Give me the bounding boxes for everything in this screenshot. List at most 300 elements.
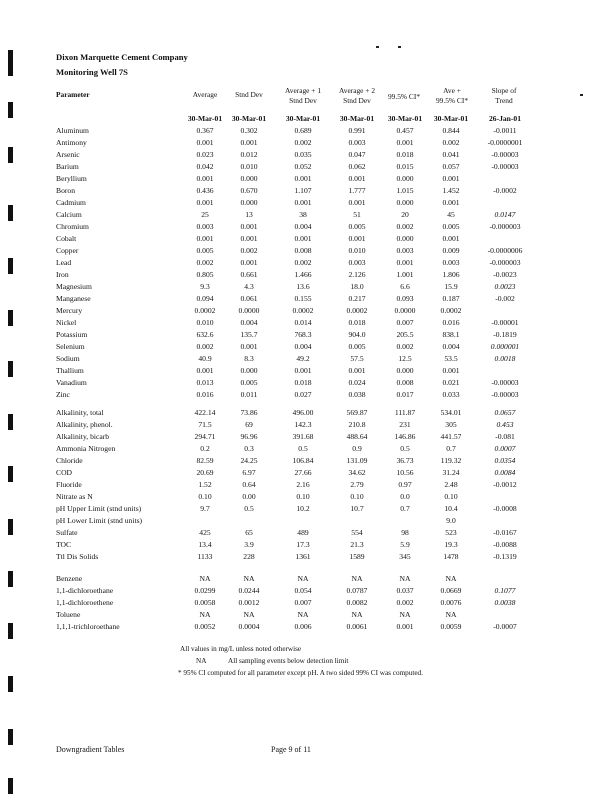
table-cell: 0.000 <box>240 366 258 375</box>
table-cell: 0.844 <box>442 126 460 135</box>
table-cell: 0.017 <box>396 390 414 399</box>
table-cell: 0.187 <box>442 294 460 303</box>
table-cell: 34.62 <box>348 468 366 477</box>
scan-speck <box>580 94 583 96</box>
table-cell: -0.0007 <box>493 622 517 631</box>
table-cell: 0.023 <box>196 150 214 159</box>
table-cell: NA <box>243 574 255 583</box>
table-cell: 422.14 <box>194 408 216 417</box>
na-note: All sampling events below detection limit <box>228 657 349 665</box>
table-cell: 391.68 <box>292 432 314 441</box>
binder-mark <box>8 361 13 377</box>
col-header-stnd-dev <box>224 90 274 100</box>
table-cell: 15.9 <box>444 282 458 291</box>
well-name: Monitoring Well 7S <box>56 67 128 77</box>
table-cell: 0.033 <box>442 390 460 399</box>
parameter-name: Fluoride <box>56 480 82 489</box>
parameter-name: COD <box>56 468 73 477</box>
parameter-name: Sulfate <box>56 528 78 537</box>
table-cell: 0.001 <box>196 198 214 207</box>
table-cell: 1.777 <box>348 186 366 195</box>
table-cell: 0.0007 <box>494 444 516 453</box>
table-cell: 838.1 <box>442 330 460 339</box>
table-cell: 0.005 <box>348 222 366 231</box>
date-ave-plus-ci: 30-Mar-01 <box>433 114 469 123</box>
table-cell: 0.0244 <box>238 586 260 595</box>
table-cell: NA <box>351 610 363 619</box>
scan-speck <box>376 46 379 48</box>
col-header-slope <box>476 86 532 106</box>
parameter-name: 1,1-dichloroethane <box>56 586 114 595</box>
table-cell: 0.001 <box>396 622 414 631</box>
table-cell: 0.002 <box>294 258 312 267</box>
table-cell: 0.10 <box>198 492 212 501</box>
table-cell: 0.024 <box>348 378 366 387</box>
table-cell: 51 <box>353 210 361 219</box>
table-cell: -0.00003 <box>491 378 519 387</box>
table-cell: 0.035 <box>294 150 312 159</box>
table-cell: 0.0000 <box>238 306 260 315</box>
table-cell: 0.004 <box>294 342 312 351</box>
table-cell: 0.0012 <box>238 598 260 607</box>
table-cell: 554 <box>351 528 363 537</box>
table-cell: 0.007 <box>294 598 312 607</box>
table-cell: NA <box>351 574 363 583</box>
table-cell: 0.000 <box>240 174 258 183</box>
table-cell: 0.10 <box>296 492 310 501</box>
table-cell: 0.001 <box>348 234 366 243</box>
parameter-name: Copper <box>56 246 79 255</box>
table-cell: 73.86 <box>240 408 258 417</box>
table-cell: 231 <box>399 420 411 429</box>
table-cell: 0.302 <box>240 126 258 135</box>
table-cell: 0.0052 <box>194 622 216 631</box>
parameter-name: Aluminum <box>56 126 89 135</box>
table-cell: 0.038 <box>348 390 366 399</box>
parameter-name: Potassium <box>56 330 88 339</box>
table-cell: 441.57 <box>440 432 462 441</box>
table-cell: 0.00 <box>242 492 256 501</box>
table-cell: 10.7 <box>350 504 364 513</box>
parameter-name: Barium <box>56 162 79 171</box>
table-cell: 71.5 <box>198 420 212 429</box>
table-cell: 0.000 <box>240 198 258 207</box>
table-cell: 0.001 <box>294 366 312 375</box>
table-cell: 0.9 <box>352 444 362 453</box>
table-cell: -0.0167 <box>493 528 517 537</box>
table-cell: 0.0084 <box>494 468 516 477</box>
table-cell: 0.062 <box>348 162 366 171</box>
table-cell: 2.16 <box>296 480 310 489</box>
table-cell: 18.0 <box>350 282 364 291</box>
table-cell: 2.48 <box>444 480 458 489</box>
table-cell: 345 <box>399 552 411 561</box>
table-cell: 1.001 <box>396 270 414 279</box>
table-cell: 0.037 <box>396 586 414 595</box>
table-cell: 534.01 <box>440 408 462 417</box>
table-cell: 27.66 <box>294 468 312 477</box>
table-cell: 131.09 <box>346 456 368 465</box>
table-cell: 0.805 <box>196 270 214 279</box>
table-cell: 106.84 <box>292 456 314 465</box>
table-cell: 4.3 <box>244 282 254 291</box>
table-cell: 0.670 <box>240 186 258 195</box>
parameter-name: Zinc <box>56 390 70 399</box>
table-cell: 6.6 <box>400 282 410 291</box>
table-cell: 0.0018 <box>494 354 516 363</box>
table-cell: 0.018 <box>294 378 312 387</box>
table-cell: 13.4 <box>198 540 212 549</box>
table-cell: 0.453 <box>496 420 514 429</box>
table-cell: 0.002 <box>240 246 258 255</box>
date-avg-plus-1: 30-Mar-01 <box>285 114 321 123</box>
table-cell: 17.3 <box>296 540 310 549</box>
table-cell: 0.001 <box>196 366 214 375</box>
binder-mark <box>8 205 13 221</box>
parameter-name: Mercury <box>56 306 83 315</box>
table-cell: -0.081 <box>495 432 515 441</box>
table-cell: 12.5 <box>398 354 412 363</box>
parameter-name: pH Upper Limit (stnd units) <box>56 504 142 513</box>
date-stnd-dev: 30-Mar-01 <box>231 114 267 123</box>
table-cell: 119.32 <box>440 456 462 465</box>
table-cell: 36.73 <box>396 456 414 465</box>
units-note: All values in mg/L unless noted otherwise <box>180 645 302 653</box>
na-key: NA <box>196 657 207 665</box>
table-cell: 1.466 <box>294 270 312 279</box>
table-cell: 0.001 <box>294 198 312 207</box>
parameter-name: Nitrate as N <box>56 492 93 501</box>
table-cell: 0.000001 <box>490 342 520 351</box>
table-cell: 205.5 <box>396 330 414 339</box>
table-cell: 0.003 <box>396 246 414 255</box>
table-cell: 8.3 <box>244 354 254 363</box>
table-cell: 0.002 <box>196 342 214 351</box>
table-cell: 0.001 <box>294 174 312 183</box>
col-label: Parameter <box>56 90 90 99</box>
table-cell: 0.002 <box>442 138 460 147</box>
table-cell: 0.0669 <box>440 586 462 595</box>
table-cell: NA <box>297 574 309 583</box>
company-name: Dixon Marquette Cement Company <box>56 52 188 62</box>
table-cell: 0.661 <box>240 270 258 279</box>
table-cell: 0.005 <box>348 342 366 351</box>
table-cell: 0.5 <box>298 444 308 453</box>
table-cell: 65 <box>245 528 253 537</box>
table-cell: 21.3 <box>350 540 364 549</box>
col-header-avg-plus-1 <box>272 86 334 106</box>
parameter-name: Chloride <box>56 456 83 465</box>
table-cell: 0.0002 <box>440 306 462 315</box>
binder-mark <box>8 258 13 274</box>
table-cell: -0.0002 <box>493 186 517 195</box>
table-cell: 9.0 <box>446 516 456 525</box>
table-cell: 0.002 <box>396 222 414 231</box>
binder-mark <box>8 102 13 118</box>
table-cell: 0.5 <box>244 504 254 513</box>
parameter-name: Alkalinity, phenol. <box>56 420 113 429</box>
table-cell: 0.002 <box>196 258 214 267</box>
table-cell: 0.155 <box>294 294 312 303</box>
table-cell: 0.013 <box>196 378 214 387</box>
table-cell: 0.002 <box>396 342 414 351</box>
table-cell: 98 <box>401 528 409 537</box>
table-cell: 0.001 <box>348 198 366 207</box>
parameter-name: Selenium <box>56 342 85 351</box>
binder-mark <box>8 50 13 76</box>
parameter-name: 1,1-dichloroethene <box>56 598 114 607</box>
table-cell: 0.001 <box>442 366 460 375</box>
table-cell: 0.010 <box>196 318 214 327</box>
col-label: Stnd Dev <box>235 90 263 99</box>
table-cell: 0.0657 <box>494 408 516 417</box>
table-cell: -0.1819 <box>493 330 517 339</box>
table-cell: 0.008 <box>396 378 414 387</box>
table-cell: 0.689 <box>294 126 312 135</box>
parameter-name: Alkalinity, bicarb <box>56 432 110 441</box>
table-cell: 9.7 <box>200 504 210 513</box>
col-label2: 99.5% CI* <box>435 96 469 105</box>
table-cell: 0.001 <box>240 234 258 243</box>
table-cell: 0.005 <box>240 378 258 387</box>
table-cell: 569.87 <box>346 408 368 417</box>
table-cell: 632.6 <box>196 330 214 339</box>
table-cell: 294.71 <box>194 432 216 441</box>
table-cell: 0.018 <box>396 150 414 159</box>
table-cell: 0.014 <box>294 318 312 327</box>
table-cell: -0.0000001 <box>487 138 523 147</box>
col-label: 99.5% CI* <box>387 92 421 101</box>
table-cell: -0.0008 <box>493 504 517 513</box>
table-cell: 5.9 <box>400 540 410 549</box>
table-cell: 0.018 <box>348 318 366 327</box>
table-cell: 13 <box>245 210 253 219</box>
table-cell: 0.061 <box>240 294 258 303</box>
table-cell: 9.3 <box>200 282 210 291</box>
table-cell: 0.004 <box>442 342 460 351</box>
col-label2: Stnd Dev <box>289 96 317 105</box>
scan-speck <box>398 46 401 48</box>
table-cell: 0.0354 <box>494 456 516 465</box>
binder-mark <box>8 519 13 535</box>
table-cell: 142.3 <box>294 420 312 429</box>
table-cell: 0.009 <box>442 246 460 255</box>
parameter-name: Nickel <box>56 318 77 327</box>
table-cell: -0.000003 <box>489 222 521 231</box>
table-cell: 0.0082 <box>346 598 368 607</box>
date-ci: 30-Mar-01 <box>387 114 423 123</box>
table-cell: 2.79 <box>350 480 364 489</box>
table-cell: 0.011 <box>240 390 258 399</box>
table-cell: -0.0000006 <box>487 246 523 255</box>
table-cell: 10.4 <box>444 504 458 513</box>
date-average: 30-Mar-01 <box>187 114 223 123</box>
table-cell: 0.003 <box>348 138 366 147</box>
table-cell: 0.7 <box>400 504 410 513</box>
table-cell: 0.0002 <box>346 306 368 315</box>
parameter-name: pH Lower Limit (stnd units) <box>56 516 143 525</box>
col-label: Average <box>192 90 218 99</box>
table-cell: 49.2 <box>296 354 310 363</box>
table-cell: 0.0038 <box>494 598 516 607</box>
table-cell: 0.047 <box>348 150 366 159</box>
col-label: Average + 1 <box>284 86 322 95</box>
col-header-parameter <box>56 90 146 100</box>
table-cell: 57.5 <box>350 354 364 363</box>
parameter-name: Chromium <box>56 222 89 231</box>
table-cell: 0.002 <box>294 138 312 147</box>
parameter-name: Thallium <box>56 366 84 375</box>
table-cell: 0.000 <box>396 174 414 183</box>
parameter-name: TOC <box>56 540 72 549</box>
date-avg-plus-2: 30-Mar-01 <box>339 114 375 123</box>
table-cell: 0.2 <box>200 444 210 453</box>
table-cell: 0.001 <box>240 342 258 351</box>
table-cell: 0.0076 <box>440 598 462 607</box>
table-cell: 0.012 <box>240 150 258 159</box>
table-cell: 0.001 <box>240 258 258 267</box>
col-header-average <box>180 90 230 100</box>
parameter-name: 1,1,1-trichloroethane <box>56 622 120 631</box>
table-cell: 1.806 <box>442 270 460 279</box>
parameter-name: Ttl Dis Solids <box>56 552 99 561</box>
table-cell: 1.452 <box>442 186 460 195</box>
table-cell: 0.001 <box>442 234 460 243</box>
binder-mark <box>8 310 13 326</box>
table-cell: -0.1319 <box>493 552 517 561</box>
table-cell: 1.107 <box>294 186 312 195</box>
table-cell: 135.7 <box>240 330 258 339</box>
table-cell: 38 <box>299 210 307 219</box>
table-cell: 0.001 <box>294 234 312 243</box>
table-cell: 3.9 <box>244 540 254 549</box>
table-cell: 40.9 <box>198 354 212 363</box>
binder-mark <box>8 778 13 794</box>
parameter-name: Sodium <box>56 354 80 363</box>
table-cell: NA <box>199 610 211 619</box>
parameter-name: Beryllium <box>56 174 87 183</box>
table-cell: -0.002 <box>495 294 515 303</box>
binder-mark <box>8 466 13 482</box>
parameter-name: Calcium <box>56 210 82 219</box>
binder-mark <box>8 623 13 639</box>
table-cell: 0.10 <box>444 492 458 501</box>
parameter-name: Ammonia Nitrogen <box>56 444 116 453</box>
table-cell: 0.000 <box>396 234 414 243</box>
col-label: Slope of <box>491 86 517 95</box>
table-cell: 0.0058 <box>194 598 216 607</box>
table-cell: 146.86 <box>394 432 416 441</box>
table-cell: 0.016 <box>442 318 460 327</box>
table-cell: NA <box>445 574 457 583</box>
table-cell: 69 <box>245 420 253 429</box>
table-cell: 0.457 <box>396 126 414 135</box>
table-cell: 0.094 <box>196 294 214 303</box>
table-cell: 0.005 <box>442 222 460 231</box>
table-cell: 210.8 <box>348 420 366 429</box>
table-cell: 0.003 <box>196 222 214 231</box>
table-cell: 0.001 <box>442 198 460 207</box>
col-header-ave-plus-ci <box>424 86 480 106</box>
table-cell: 768.3 <box>294 330 312 339</box>
table-cell: 0.991 <box>348 126 366 135</box>
table-cell: -0.00003 <box>491 390 519 399</box>
table-cell: 2.126 <box>348 270 366 279</box>
table-cell: -0.0088 <box>493 540 517 549</box>
table-cell: NA <box>243 610 255 619</box>
table-cell: 1478 <box>443 552 459 561</box>
table-cell: 0.1077 <box>494 586 516 595</box>
table-cell: 13.6 <box>296 282 310 291</box>
table-cell: 96.96 <box>240 432 258 441</box>
table-cell: 53.5 <box>444 354 458 363</box>
table-cell: 0.0059 <box>440 622 462 631</box>
parameter-name: Toluene <box>56 610 81 619</box>
table-cell: 25 <box>201 210 209 219</box>
table-cell: 0.3 <box>244 444 254 453</box>
date-slope: 26-Jan-01 <box>488 114 522 123</box>
table-cell: 0.10 <box>350 492 364 501</box>
table-cell: 0.0787 <box>346 586 368 595</box>
table-cell: 0.001 <box>196 234 214 243</box>
table-cell: 425 <box>199 528 211 537</box>
table-cell: 0.001 <box>240 222 258 231</box>
ci-footnote: * 95% CI computed for all parameter except pH. A two sided 99% CI was computed. <box>178 669 423 677</box>
table-cell: 0.003 <box>348 258 366 267</box>
col-label: Average + 2 <box>338 86 376 95</box>
table-cell: 0.021 <box>442 378 460 387</box>
table-cell: 111.87 <box>394 408 416 417</box>
parameter-name: Benzene <box>56 574 83 583</box>
table-cell: 0.010 <box>348 246 366 255</box>
table-cell: 0.000 <box>396 198 414 207</box>
table-cell: 0.217 <box>348 294 366 303</box>
table-cell: 0.001 <box>240 138 258 147</box>
table-cell: 0.004 <box>240 318 258 327</box>
parameter-name: Alkalinity, total <box>56 408 104 417</box>
parameter-name: Cadmium <box>56 198 86 207</box>
table-cell: 0.64 <box>242 480 256 489</box>
table-cell: -0.00001 <box>491 318 519 327</box>
table-cell: 45 <box>447 210 455 219</box>
parameter-name: Lead <box>56 258 72 267</box>
table-cell: 488.64 <box>346 432 368 441</box>
col-header-ci <box>378 92 430 102</box>
table-cell: 0.041 <box>442 150 460 159</box>
page-number: Page 9 of 11 <box>271 745 311 754</box>
table-cell: 0.0147 <box>494 210 516 219</box>
parameter-name: Cobalt <box>56 234 77 243</box>
table-cell: 0.0002 <box>194 306 216 315</box>
binder-mark <box>8 147 13 163</box>
table-cell: 0.027 <box>294 390 312 399</box>
table-cell: 0.003 <box>442 258 460 267</box>
table-cell: 0.093 <box>396 294 414 303</box>
table-cell: 0.000 <box>396 366 414 375</box>
table-cell: 6.97 <box>242 468 256 477</box>
table-cell: 0.001 <box>396 258 414 267</box>
table-cell: NA <box>445 610 457 619</box>
table-cell: 0.054 <box>294 586 312 595</box>
table-cell: 0.001 <box>396 138 414 147</box>
table-cell: 0.001 <box>196 138 214 147</box>
table-cell: 10.2 <box>296 504 310 513</box>
table-cell: 0.001 <box>196 174 214 183</box>
table-cell: -0.00003 <box>491 162 519 171</box>
parameter-name: Manganese <box>56 294 91 303</box>
binder-mark <box>8 414 13 430</box>
table-cell: 0.001 <box>442 174 460 183</box>
